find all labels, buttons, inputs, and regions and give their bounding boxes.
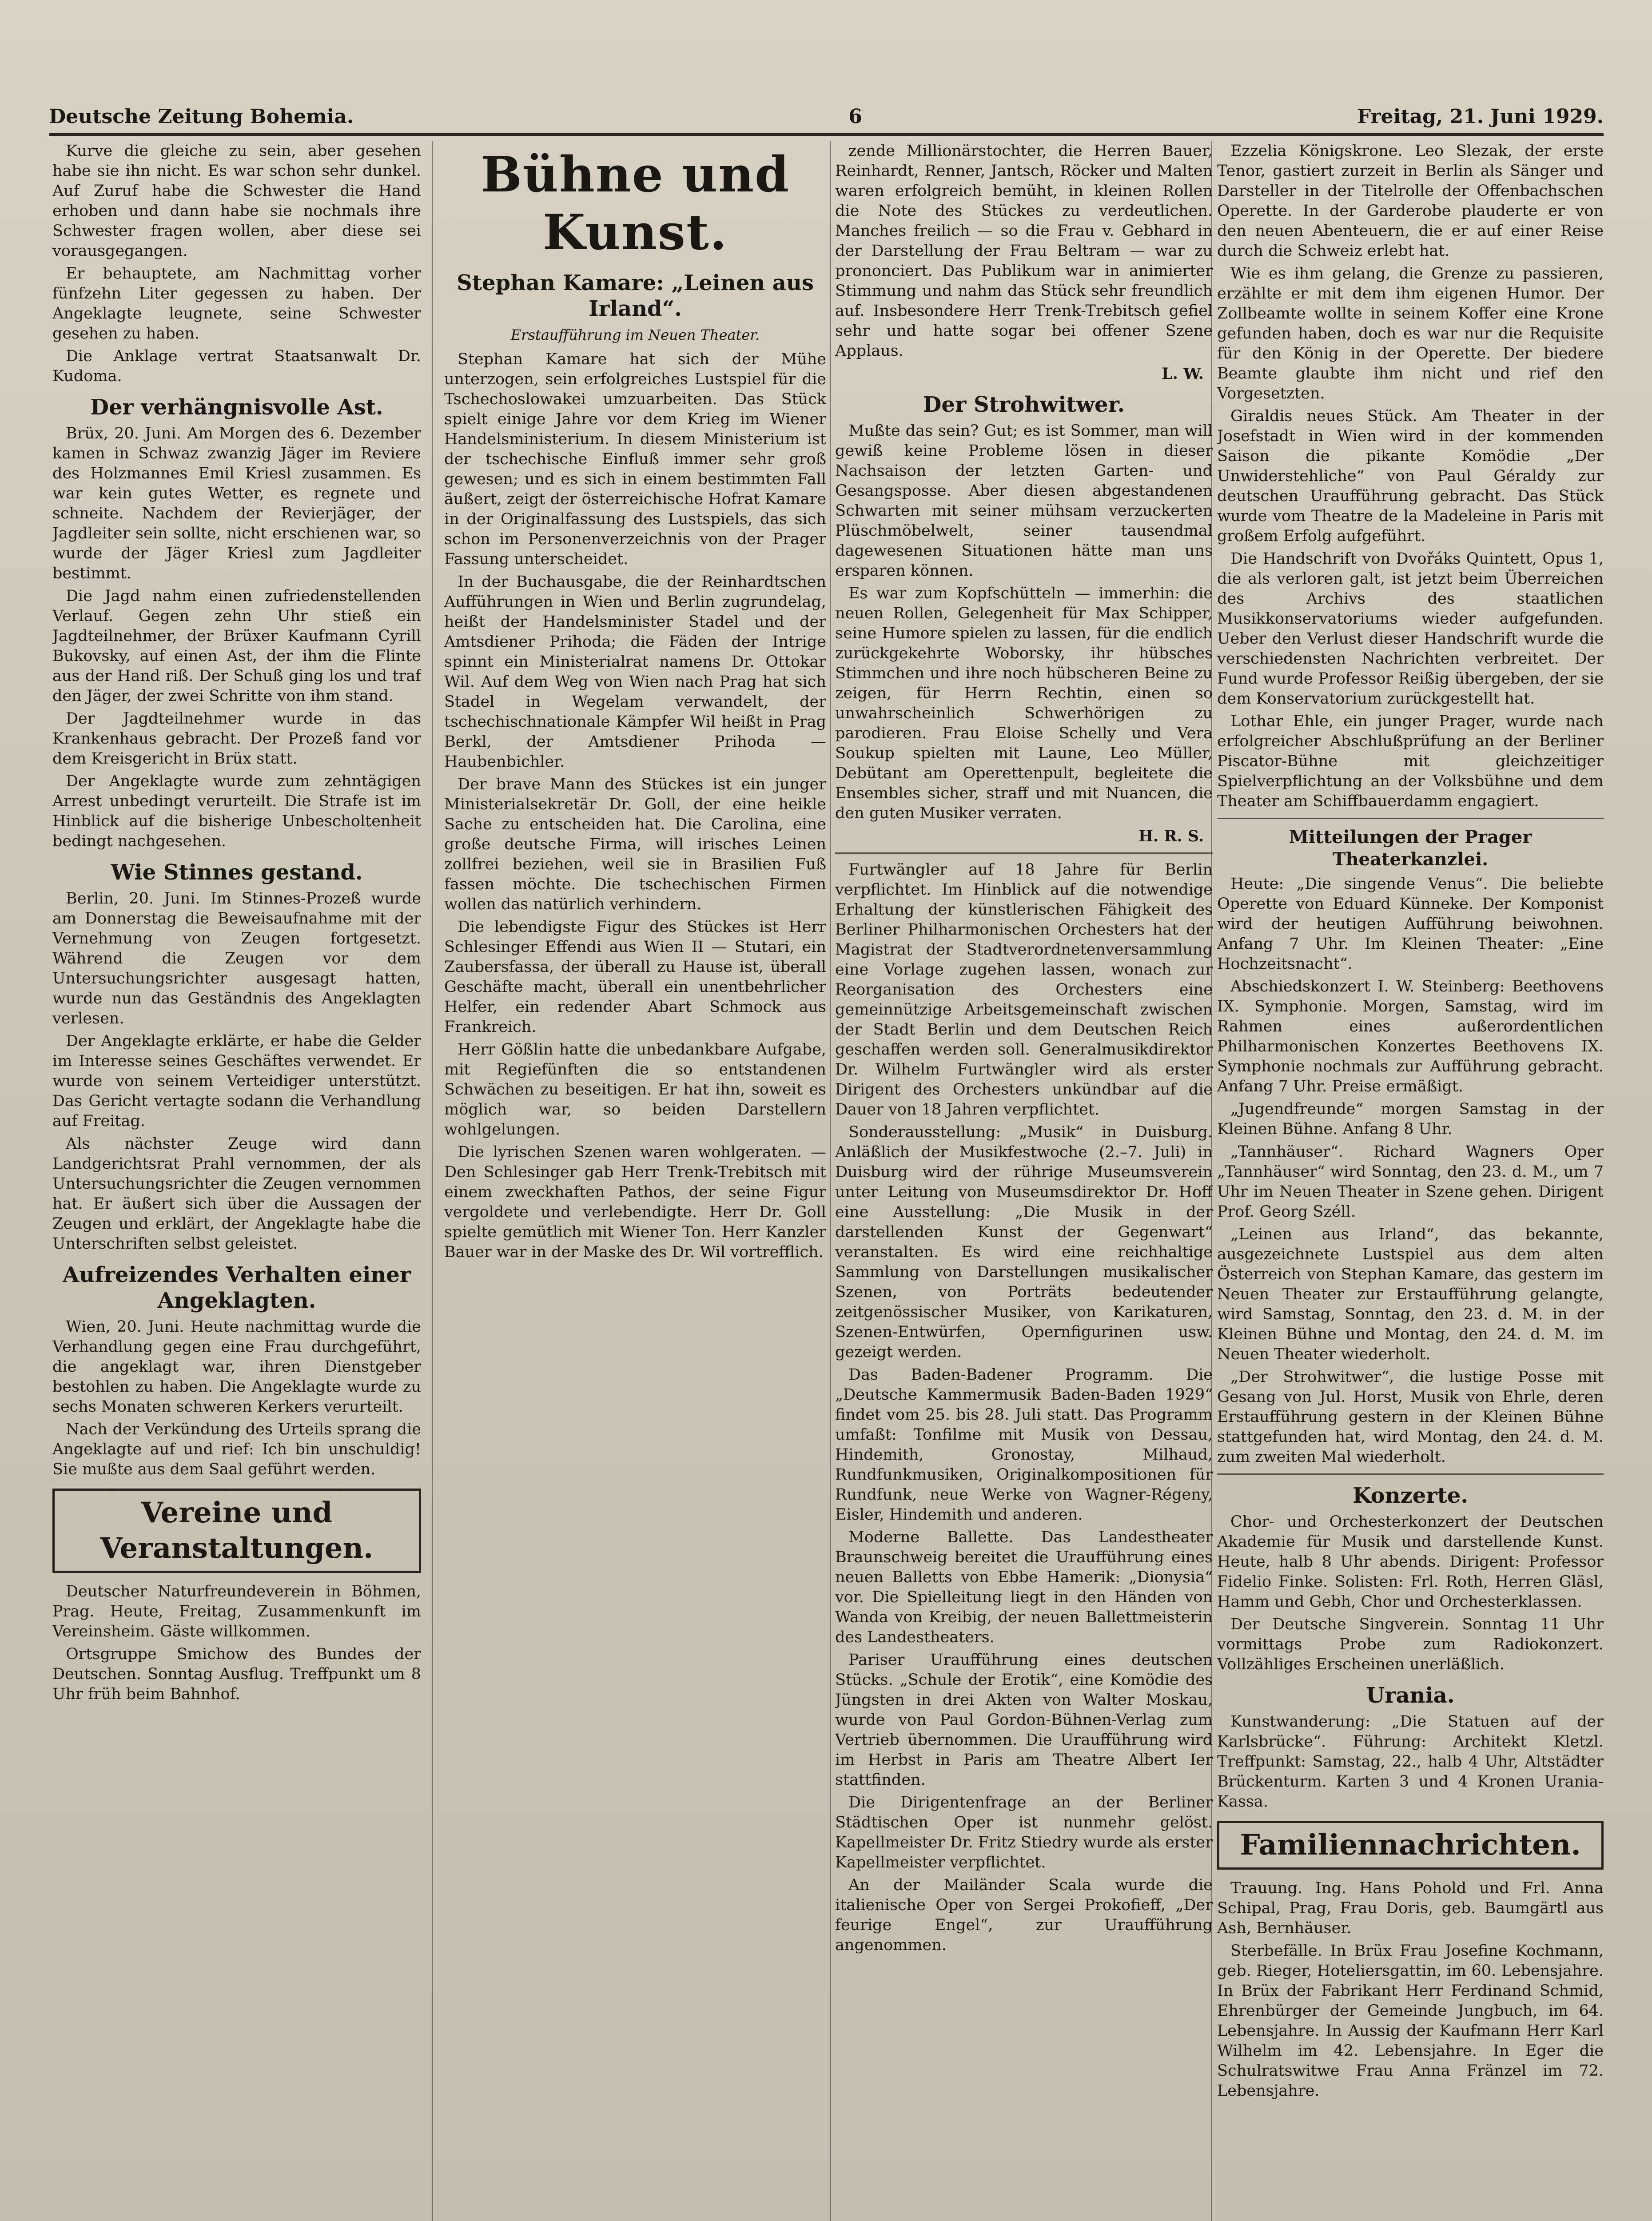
article-paragraph: Die Jagd nahm einen zufriedenstellenden Verlauf. Gegen zehn Uhr stieß ein Jagdteilnehmer, der Brüxer Kaufmann Cyrill Bukovsky, auf einen Ast, der ihm die Flinte aus der Hand riß. Der Schuß ging los und traf den Jäger, der zwei Schritte von ihm stand. (52, 587, 421, 705)
article-paragraph: Als nächster Zeuge wird dann Landgerichtsrat Prahl vernommen, der als Untersuchungsrichter die Zeugen vernommen hat. Er äußert sich über die Aussagen der Zeugen und erklärt, der Angeklagte habe die Unterschriften selbst geleistet. (52, 1135, 421, 1253)
article-paragraph: Lothar Ehle, ein junger Prager, wurde nach erfolgreicher Abschlußprüfung an der Berliner Piscator-Bühne mit gleichzeitiger Spielverpflichtung an der Volksbühne und dem Theater am Schiffbauerdamm engagiert. (1217, 712, 1604, 810)
masthead (49, 97, 1604, 128)
article-paragraph: Wie es ihm gelang, die Grenze zu passieren, erzählte er mit dem ihm eigenen Humor. Der Zollbeamte wollte in seinem Koffer eine Krone gefunden haben, doch es war nur die Requisite für den König in der Operette. Der biedere Beamte glaubte ihm nicht und rief den Vorgesetzten. (1217, 265, 1604, 402)
article-paragraph: Sonderausstellung: „Musik“ in Duisburg. Anläßlich der Musikfestwoche (2.–7. Juli) in Duisburg wird der rührige Museumsverein unter Leitung von Museumsdirektor Dr. Hoff eine Ausstellung: „Die Musik in der darstellenden Kunst der Gegenwart“ veranstalten. Es wird eine reichhaltige Sammlung von Darstellungen musikalischer Szenen, von Porträts bedeutender zeitgenössischer Musiker, von Karikaturen, Szenen-Entwürfen, Opernfigurinen usw. gezeigt werden. (835, 1123, 1213, 1361)
column-3 (835, 141, 1213, 2221)
article-paragraph: Der brave Mann des Stückes ist ein junger Ministerialsekretär Dr. Goll, der eine heikle Sache zu entscheiden hat. Die Carolina, eine große deutsche Firma, will irisches Leinen zollfrei beziehen, weil sie in Brasilien Fuß fassen möchte. Die tschechischen Firmen wollen das natürlich verhindern. (444, 776, 826, 913)
author-signature: H. R. S. (1138, 827, 1204, 845)
column-2 (444, 141, 826, 2221)
article-paragraph: Giraldis neues Stück. Am Theater in der Josefstadt in Wien wird in der kommenden Saison die pikante Komödie „Der Unwiderstehliche“ von Paul Géraldy zur deutschen Uraufführung gebracht. Das Stück wurde vom Theatre de la Madeleine in Paris mit großem Erfolg aufgeführt. (1217, 407, 1604, 545)
headline-angeklagte: Aufreizendes Verhalten einer Angeklagten. (62, 1262, 411, 1313)
article-paragraph: Furtwängler auf 18 Jahre für Berlin verpflichtet. Im Hinblick auf die notwendige Erhaltung der künstlerischen Fähigkeit des Berliner Philharmonischen Orchesters hat der Magistrat der Stadtverordnetenversammlung eine Vorlage zugehen lassen, wonach zur Reorganisation des Orchesters eine gemeinnützige Arbeitsgemeinschaft zwischen der Stadt Berlin und dem Deutschen Reich geschaffen werden soll. Generalmusikdirektor Dr. Wilhelm Furtwängler wird als erster Dirigent des Orchesters unkündbar auf die Dauer von 18 Jahren verpflichtet. (835, 861, 1213, 1118)
article-paragraph: „Tannhäuser“. Richard Wagners Oper „Tannhäuser“ wird Sonntag, den 23. d. M., um 7 Uhr im Neuen Theater in Szene gehen. Dirigent Prof. Georg Széll. (1217, 1143, 1604, 1221)
article-paragraph: Brüx, 20. Juni. Am Morgen des 6. Dezember kamen in Schwaz zwanzig Jäger im Reviere des Holzmannes Emil Kriesl zusammen. Es war kein gutes Wetter, es regnete und schneite. Nachdem der Revierjäger, der Jagdleiter sein sollte, nicht erschienen war, so wurde der Jäger Kriesl zum Jagdleiter bestimmt. (52, 425, 421, 582)
article-paragraph: Deutscher Naturfreundeverein in Böhmen, Prag. Heute, Freitag, Zusammenkunft im Vereinsheim. Gäste willkommen. (52, 1583, 421, 1640)
article-paragraph: Die Dirigentenfrage an der Berliner Städtischen Oper ist nunmehr gelöst. Kapellmeister Dr. Fritz Stiedry wurde als erster Kapellmeister verpflichtet. (835, 1794, 1213, 1871)
article-paragraph: Der Angeklagte erklärte, er habe die Gelder im Interesse seines Geschäftes verwendet. Er wurde von seinem Verteidiger unterstützt. Das Gericht vertagte sodann die Verhandlung auf Freitag. (52, 1032, 421, 1130)
article-paragraph: „Der Strohwitwer“, die lustige Posse mit Gesang von Jul. Horst, Musik von Ehrle, deren Erstaufführung gestern in der Kleinen Bühne stattgefunden hat, wird Montag, den 24. d. M. zum zweiten Mal wiederholt. (1217, 1368, 1604, 1466)
article-paragraph: Der Jagdteilnehmer wurde in das Krankenhaus gebracht. Der Prozeß fand vor dem Kreisgericht in Brüx statt. (52, 710, 421, 768)
headline-theaterkanzlei: Mitteilungen der Prager Theaterkanzlei. (1289, 827, 1532, 870)
top-rule (49, 133, 1604, 136)
section-box-vereine: Vereine und Veranstaltungen. (52, 1489, 421, 1573)
headline-konzerte: Konzerte. (1352, 1483, 1469, 1508)
article-paragraph: Die Anklage vertrat Staatsanwalt Dr. Kudoma. (52, 347, 421, 385)
article-paragraph: Pariser Uraufführung eines deutschen Stücks. „Schule der Erotik“, eine Komödie des Jüngsten in drei Akten von Walter Moskau, wurde von Paul Gordon-Bühnen-Verlag zum Vertrieb übernommen. Die Uraufführung wird im Herbst in Paris am Theatre Albert Ier stattfinden. (835, 1651, 1213, 1789)
article-paragraph: Die lyrischen Szenen waren wohlgeraten. — Den Schlesinger gab Herr Trenk-Trebitsch mit einem zweckhaften Pathos, der seine Figur vergoldete und verlebendigte. Herr Dr. Goll spielte gemütlich mit Wiener Ton. Herr Kanzler Bauer war in der Maske des Dr. Wil vortrefflich. (444, 1143, 826, 1261)
article-paragraph: Die Handschrift von Dvořáks Quintett, Opus 1, die als verloren galt, ist jetzt beim Überreichen des Archivs des staatlichen Musikkonservatoriums wieder aufgefunden. Ueber den Verlust dieser Handschrift wurde die verschiedensten Nachrichten verbreitet. Der Fund wurde Professor Reißig übergeben, der sie dem Konservatorium zurückgestellt hat. (1217, 550, 1604, 708)
column-divider (432, 141, 433, 2221)
article-paragraph: Der Deutsche Singverein. Sonntag 11 Uhr vormittags Probe zum Radiokonzert. Vollzähliges Erscheinen unerläßlich. (1217, 1616, 1604, 1673)
headline-stinnes: Wie Stinnes gestand. (111, 860, 363, 885)
article-paragraph: Herr Gößlin hatte die unbedankbare Aufgabe, mit Regiefünften die so entstandenen Schwächen zu beseitigen. Er hat ihn, soweit es möglich war, so beiden Darstellern wohlgelungen. (444, 1041, 826, 1138)
divider (835, 852, 1213, 854)
article-paragraph: Moderne Ballette. Das Landestheater Braunschweig bereitet die Uraufführung eines neuen Balletts von Ebbe Hamerik: „Dionysia“ vor. Die Spielleitung liegt in den Händen von Wanda von Kreibig, der neuen Ballettmeisterin des Landestheaters. (835, 1528, 1213, 1646)
article-paragraph: Er behauptete, am Nachmittag vorher fünfzehn Liter gegessen zu haben. Der Angeklagte leugnete, seine Schwester gesehen zu haben. (52, 265, 421, 342)
article-paragraph: „Jugendfreunde“ morgen Samstag in der Kleinen Bühne. Anfang 8 Uhr. (1217, 1100, 1604, 1138)
subheadline: Erstaufführung im Neuen Theater. (510, 326, 760, 343)
headline-urania: Urania. (1366, 1683, 1455, 1708)
headline-leinen-aus-irland: Stephan Kamare: „Leinen aus Irland“. (457, 271, 814, 321)
column-divider (830, 141, 831, 2221)
article-paragraph: Trauung. Ing. Hans Pohold und Frl. Anna Schipal, Prag, Frau Doris, geb. Baumgärtl aus Ash, Bernhäuser. (1217, 1879, 1604, 1937)
article-paragraph: Heute: „Die singende Venus“. Die beliebte Operette von Eduard Künneke. Der Komponist wird der heutigen Aufführung beiwohnen. Anfang 7 Uhr. Im Kleinen Theater: „Eine Hochzeitsnacht“. (1217, 875, 1604, 973)
article-paragraph: Der Angeklagte wurde zum zehntägigen Arrest unbedingt verurteilt. Die Strafe ist im Hinblick auf die bisherige Unbescholtenheit bedingt nachgesehen. (52, 772, 421, 850)
article-paragraph: Die lebendigste Figur des Stückes ist Herr Schlesinger Effendi aus Wien II — Stutari, ein Zaubersfassa, der überall zu Hause ist, überall Geschäfte macht, überall ein unentbehrlicher Helfer, ein redender Abart Schmock aus Frankreich. (444, 918, 826, 1036)
article-paragraph: Stephan Kamare hat sich der Mühe unterzogen, sein erfolgreiches Lustspiel für die Tschechoslowakei umzuarbeiten. Das Stück spielt einige Jahre vor dem Krieg im Wiener Handelsministerium. In diesem Ministerium ist der tschechische Einfluß immer sehr groß gewesen; und es sich in einem bestimmten Fall äußert, zeigt der österreichische Hofrat Kamare in der Originalfassung des Lustspiels, das sich schon im Personenverzeichnis von der Prager Fassung unterscheidet. (444, 350, 826, 568)
headline-verhaengnisvolle-ast: Der verhängnisvolle Ast. (90, 395, 383, 420)
divider (1217, 1473, 1604, 1475)
article-paragraph: In der Buchausgabe, die der Reinhardtschen Aufführungen in Wien und Berlin zugrundelag, heißt der Handelsminister Stadel und der Amtsdiener Prihoda; die Fäden der Intrige spinnt ein Ministerialrat namens Dr. Ottokar Wil. Auf dem Weg von Wien nach Prag hat sich Stadel in Wegelam verwandelt, der tschechischnationale Kämpfer Wil heißt in Prag Berkl, der Amtsdiener Prihoda — Haubenbichler. (444, 573, 826, 771)
author-signature: L. W. (1161, 365, 1204, 383)
article-paragraph: Das Baden-Badener Programm. Die „Deutsche Kammermusik Baden-Baden 1929“ findet vom 25. bis 28. Juli statt. Das Programm umfaßt: Tonfilme mit Musik von Dessau, Hindemith, Gronostay, Milhaud, Rundfunkmusiken, Originalkompositionen für Rundfunk, neue Werke von Wagner-Régeny, Eisler, Hindemith und anderen. (835, 1366, 1213, 1524)
masthead-paper-name: Deutsche Zeitung Bohemia. (49, 105, 354, 128)
section-box-familiennachrichten: Familiennachrichten. (1217, 1821, 1604, 1870)
masthead-page-number: 6 (848, 105, 862, 128)
column-4 (1217, 141, 1604, 2221)
section-title-buehne-und-kunst: Bühne und Kunst. (480, 146, 790, 261)
article-paragraph: Kurve die gleiche zu sein, aber gesehen habe sie ihn nicht. Es war schon sehr dunkel. Auf Zuruf habe die Schwester die Hand erhoben und dann habe sie nochmals ihre Schwester fragen wollen, aber diese sei vorausgegangen. (52, 142, 421, 260)
article-paragraph: Sterbefälle. In Brüx Frau Josefine Kochmann, geb. Rieger, Hoteliersgattin, im 60. Lebensjahre. In Brüx der Fabrikant Herr Ferdinand Schmid, Ehrenbürger der Gemeinde Jungbuch, im 64. Lebensjahre. In Aussig der Kaufmann Herr Karl Wilhelm im 42. Lebensjahre. In Eger die Schulratswitwe Frau Anna Fränzel im 72. Lebensjahre. (1217, 1942, 1604, 2100)
article-paragraph: Kunstwanderung: „Die Statuen auf der Karlsbrücke“. Führung: Architekt Kletzl. Treffpunkt: Samstag, 22., halb 4 Uhr, Altstädter Brückenturm. Karten 3 und 4 Kronen Urania-Kassa. (1217, 1713, 1604, 1811)
divider (1217, 818, 1604, 819)
article-paragraph: Es war zum Kopfschütteln — immerhin: die neuen Rollen, Gelegenheit für Max Schipper, seine Humore spielen zu lassen, für die endlich zurückgekehrte Woborsky, ihr hübsches Stimmchen und ihre noch hübscheren Beine zu zeigen, für Herrn Rechtin, einen so unwahrscheinlich Schwerhörigen zu parodieren. Frau Eloise Schelly und Vera Soukup spielten mit Laune, Leo Müller, Debütant am Operettenpult, begleitete die Ensembles sicher, straff und mit Nuancen, die den guten Musiker verraten. (835, 585, 1213, 822)
article-paragraph: Wien, 20. Juni. Heute nachmittag wurde die Verhandlung gegen eine Frau durchgeführt, die angeklagt war, ihren Dienstgeber bestohlen zu haben. Die Angeklagte wurde zu sechs Monaten schweren Kerkers verurteilt. (52, 1318, 421, 1416)
article-paragraph: An der Mailänder Scala wurde die italienische Oper von Sergei Prokofieff, „Der feurige Engel“, zur Uraufführung angenommen. (835, 1876, 1213, 1954)
headline-strohwitwer: Der Strohwitwer. (923, 392, 1125, 417)
article-paragraph: Abschiedskonzert I. W. Steinberg: Beethovens IX. Symphonie. Morgen, Samstag, wird im Rahmen eines außerordentlichen Philharmonischen Konzertes Beethovens IX. Symphonie nochmals zur Aufführung gebracht. Anfang 7 Uhr. Preise ermäßigt. (1217, 978, 1604, 1095)
article-paragraph: Chor- und Orchesterkonzert der Deutschen Akademie für Musik und darstellende Kunst. Heute, halb 8 Uhr abends. Dirigent: Professor Fidelio Finke. Solisten: Frl. Roth, Herren Gläsl, Hamm und Gebh, Chor und Orchesterklassen. (1217, 1513, 1604, 1611)
article-paragraph: Berlin, 20. Juni. Im Stinnes-Prozeß wurde am Donnerstag die Beweisaufnahme mit der Vernehmung von Zeugen fortgesetzt. Während die Zeugen vor dem Untersuchungsrichter ausgesagt hatten, wurde nun das Geständnis des Angeklagten verlesen. (52, 890, 421, 1027)
article-paragraph: zende Millionärstochter, die Herren Bauer, Reinhardt, Renner, Jantsch, Röcker und Malten waren erfolgreich bemüht, in kleinen Rollen die Note des Stückes zu verdeutlichen. Manches freilich — so die Frau v. Gebhard in der Darstellung der Frau Beltram — war zu prononciert. Das Publikum war in animierter Stimmung und nahm das Stück sehr freundlich auf. Insbesondere Herr Trenk-Trebitsch gefiel sehr und hatte sogar bei offener Szene Applaus. (835, 142, 1213, 360)
masthead-date: Freitag, 21. Juni 1929. (1357, 105, 1604, 128)
article-paragraph: Nach der Verkündung des Urteils sprang die Angeklagte auf und rief: Ich bin unschuldig! Sie mußte aus dem Saal geführt werden. (52, 1421, 421, 1478)
article-paragraph: „Leinen aus Irland“, das bekannte, ausgezeichnete Lustspiel aus dem alten Österreich von Stephan Kamare, das gestern im Neuen Theater zur Erstaufführung gelangte, wird Samstag, Sonntag, den 23. d. M. in der Kleinen Bühne und Montag, den 24. d. M. im Neuen Theater wiederholt. (1217, 1226, 1604, 1363)
column-1 (52, 141, 421, 2221)
article-paragraph: Ortsgruppe Smichow des Bundes der Deutschen. Sonntag Ausflug. Treffpunkt um 8 Uhr früh beim Bahnhof. (52, 1645, 421, 1703)
article-paragraph: Ezzelia Königskrone. Leo Slezak, der erste Tenor, gastiert zurzeit in Berlin als Sänger und Darsteller in der Titelrolle der Offenbachschen Operette. In der Garderobe plauderte er von den neuen Abenteuern, die er auf einer Reise durch die Schweiz erlebt hat. (1217, 142, 1604, 260)
article-paragraph: Mußte das sein? Gut; es ist Sommer, man will gewiß keine Probleme lösen in dieser Nachsaison der letzten Garten- und Gesangsposse. Aber diesen abgestandenen Schwarten mit seiner mühsam verzuckerten Plüschmöbelwelt, seiner tausendmal dagewesenen Situationen hätte man uns ersparen können. (835, 422, 1213, 580)
